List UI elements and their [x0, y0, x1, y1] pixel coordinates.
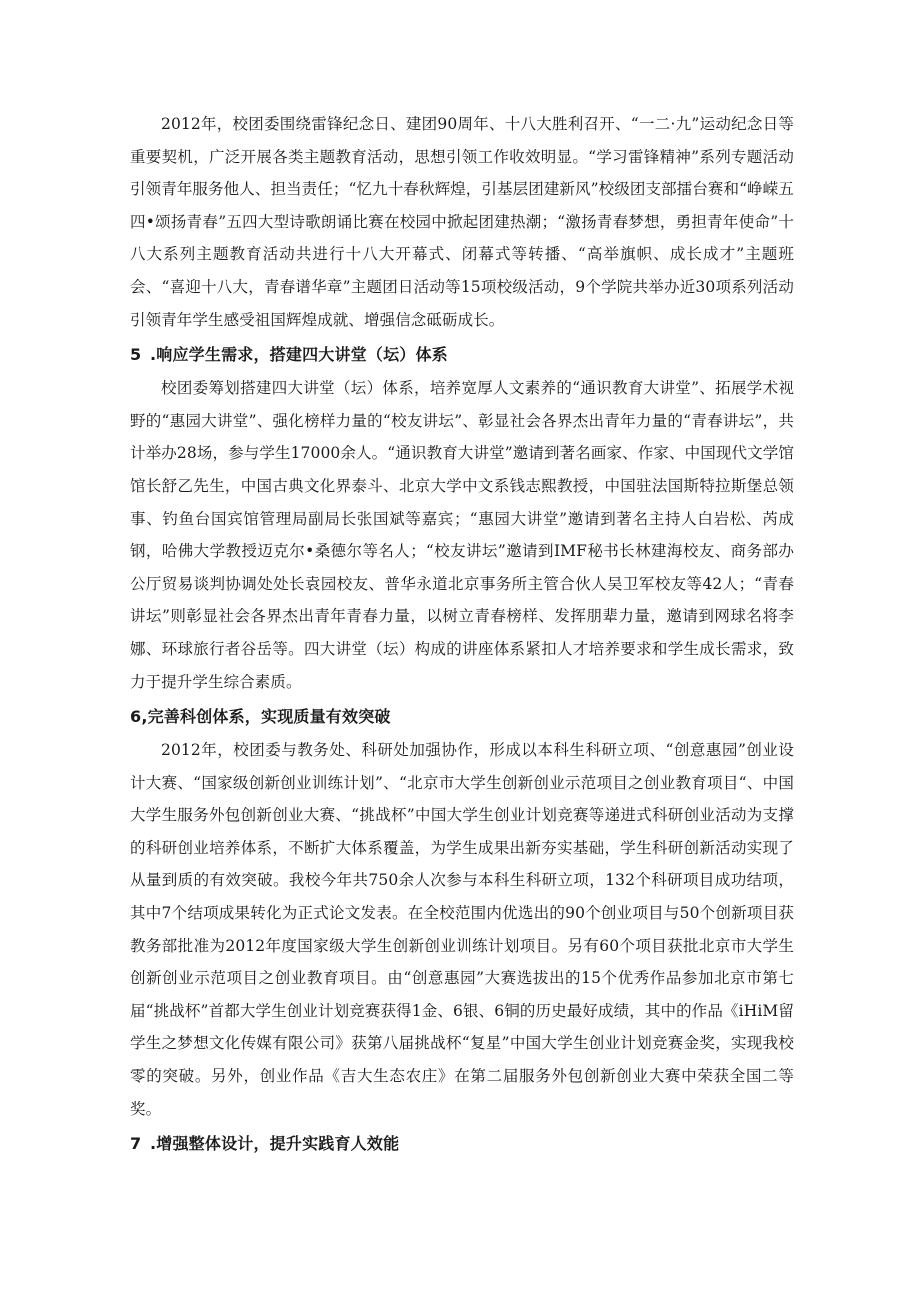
- document-page: [130, 108, 794, 1161]
- section-title: .响应学生需求，搭建四大讲堂（坛）体系: [150, 345, 448, 365]
- section-title: 6,完善科创体系，实现质量有效突破: [130, 707, 391, 727]
- section-heading-5: [130, 338, 794, 372]
- section-heading-6: [130, 700, 794, 734]
- paragraph-theme-education: 2012年，校团委围绕雷锋纪念日、建团90周年、十八大胜利召开、“一二·九”运动纪念日等重要契机，广泛开展各类主题教育活动，思想引领工作收效明显。“学习雷锋精神”系列专题活动引领青年服务他人、担当责任；“忆九十春秋辉煌，引基层团建新风”校级团支部擂台赛和“峥嵘五四•颂扬青春”五四大型诗歌朗诵比赛在校园中掀起团建热潮；“激扬青春梦想，勇担青年使命”十八大系列主题教育活动共进行十八大开幕式、闭幕式等转播、“高举旗帜、成长成才”主题班会、“喜迎十八大，青春谱华章”主题团日活动等15项校级活动，9个学院共举办近30项系列活动引领青年学生感受祖国辉煌成就、增强信念砥砺成长。: [130, 115, 794, 329]
- paragraph-four-lecture-halls: 校团委筹划搭建四大讲堂（坛）体系，培养宽厚人文素养的“通识教育大讲堂”、拓展学术视野的“惠园大讲堂”、强化榜样力量的“校友讲坛”、彰显社会各界杰出青年力量的“青春讲坛”，共计举办28场，参与学生17000余人。“通识教育大讲堂”邀请到著名画家、作家、中国现代文学馆馆长舒乙先生，中国古典文化界泰斗、北京大学中文系钱志熙教授，中国驻法国斯特拉斯堡总领事、钓鱼台国宾馆管理局副局长张国斌等嘉宾；“惠园大讲堂”邀请到著名主持人白岩松、芮成钢，哈佛大学教授迈克尔•桑德尔等名人；“校友讲坛”邀请到IMF秘书长林建海校友、商务部办公厅贸易谈判协调处处长袁园校友、普华永道北京事务所主管合伙人吴卫军校友等42人；“青春讲坛”则彰显社会各界杰出青年青春力量，以树立青春榜样、发挥朋辈力量，邀请到网球名将李娜、环球旅行者谷岳等。四大讲堂（坛）构成的讲座体系紧扣人才培养要求和学生成长需求，致力于提升学生综合素质。: [130, 379, 794, 691]
- section-heading-7: [130, 1127, 794, 1161]
- paragraph-research-innovation: 2012年，校团委与教务处、科研处加强协作，形成以本科生科研立项、“创意惠园”创业设计大赛、“国家级创新创业训练计划”、“北京市大学生创新创业示范项目之创业教育项目“、中国大学生服务外包创新创业大赛、“挑战杯”中国大学生创业计划竞赛等递进式科研创业活动为支撑的科研创业培养体系，不断扩大体系覆盖，为学生成果出新夯实基础，学生科研创新活动实现了从量到质的有效突破。我校今年共750余人次参与本科生科研立项，132个科研项目成功结项，其中7个结项成果转化为正式论文发表。在全校范围内优选出的90个创业项目与50个创新项目获教务部批准为2012年度国家级大学生创新创业训练计划项目。另有60个项目获批北京市大学生创新创业示范项目之创业教育项目。由“创意惠园”大赛选拔出的15个优秀作品参加北京市第七届“挑战杯”首都大学生创业计划竞赛获得1金、6银、6铜的历史最好成绩，其中的作品《iHiM留学生之梦想文化传媒有限公司》获第八届挑战杯“复星”中国大学生创业计划竞赛金奖，实现我校零的突破。另外，创业作品《吉大生态农庄》在第二届服务外包创新创业大赛中荣获全国二等奖。: [130, 741, 794, 1118]
- section-number: 7: [130, 1134, 142, 1154]
- section-number: 5: [130, 345, 142, 365]
- section-title: .增强整体设计，提升实践育人效能: [150, 1134, 400, 1154]
